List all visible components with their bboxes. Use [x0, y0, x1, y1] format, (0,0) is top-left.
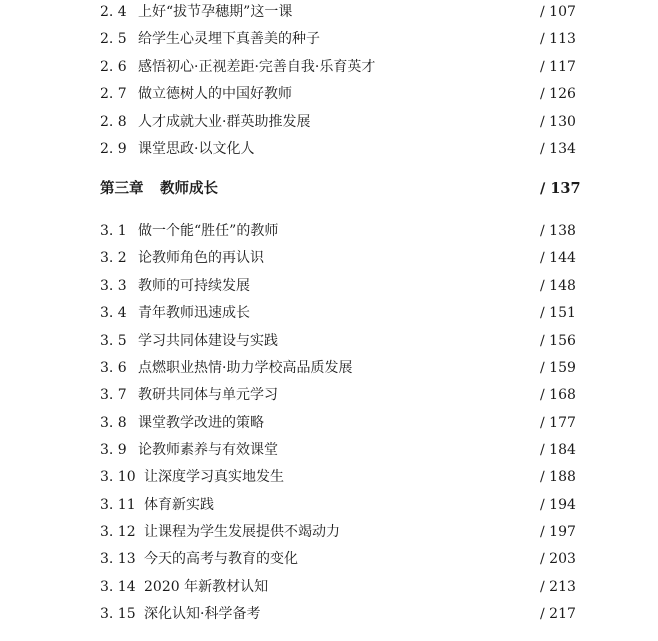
toc-entry [100, 357, 580, 379]
entry-page: ∕ 117 [540, 59, 576, 75]
toc-entry [100, 603, 580, 625]
toc-entry [100, 330, 580, 352]
entry-page: ∕ 107 [540, 4, 576, 20]
entry-number: 3. 10 [100, 469, 136, 485]
entry-page: ∕ 156 [540, 333, 576, 349]
toc-entry [100, 576, 580, 598]
entry-title: 让深度学习真实地发生 [144, 469, 284, 485]
chapter-title: 教师成长 [160, 180, 218, 197]
toc-entry [100, 521, 580, 543]
entry-title: 做一个能“胜任”的教师 [138, 223, 279, 239]
entry-title: 体育新实践 [144, 497, 214, 513]
toc-entry [100, 439, 580, 461]
toc-entry [100, 412, 580, 434]
toc-entry [100, 384, 580, 406]
entry-page: ∕ 130 [540, 114, 576, 130]
entry-number: 3. 15 [100, 606, 136, 622]
entry-number: 3. 7 [100, 387, 127, 403]
entry-title: 感悟初心·正视差距·完善自我·乐育英才 [138, 59, 376, 75]
entry-page: ∕ 188 [540, 469, 576, 485]
entry-title: 让课程为学生发展提供不竭动力 [144, 524, 340, 540]
entry-number: 3. 3 [100, 278, 127, 294]
toc-entry [100, 494, 580, 516]
entry-number: 2. 6 [100, 59, 127, 75]
entry-number: 3. 11 [100, 497, 136, 513]
entry-title: 论教师素养与有效课堂 [138, 442, 278, 458]
entry-page: ∕ 134 [540, 141, 576, 157]
entry-page: ∕ 138 [540, 223, 576, 239]
entry-number: 2. 4 [100, 4, 127, 20]
entry-page: ∕ 168 [540, 387, 576, 403]
entry-number: 3. 12 [100, 524, 136, 540]
entry-number: 3. 4 [100, 305, 127, 321]
entry-title: 做立德树人的中国好教师 [138, 86, 292, 102]
entry-number: 2. 8 [100, 114, 127, 130]
entry-title: 点燃职业热情·助力学校高品质发展 [138, 360, 353, 376]
entry-title: 青年教师迅速成长 [138, 305, 250, 321]
entry-title: 人才成就大业·群英助推发展 [138, 114, 311, 130]
entry-title: 学习共同体建设与实践 [138, 333, 278, 349]
toc-entry [100, 83, 580, 105]
toc-entry [100, 1, 580, 23]
entry-title: 2020 年新教材认知 [144, 579, 269, 595]
chapter-page: ∕ 137 [540, 180, 581, 197]
entry-page: ∕ 184 [540, 442, 576, 458]
toc-entry [100, 28, 580, 50]
entry-number: 2. 5 [100, 31, 127, 47]
entry-number: 3. 14 [100, 579, 136, 595]
entry-title: 今天的高考与教育的变化 [144, 551, 298, 567]
toc-entry [100, 220, 580, 242]
entry-number: 3. 5 [100, 333, 127, 349]
entry-page: ∕ 148 [540, 278, 576, 294]
entry-page: ∕ 197 [540, 524, 576, 540]
entry-title: 课堂思政·以文化人 [138, 141, 255, 157]
toc-entry [100, 275, 580, 297]
toc-entry [100, 56, 580, 78]
entry-title: 给学生心灵埋下真善美的种子 [138, 31, 320, 47]
entry-number: 2. 7 [100, 86, 127, 102]
entry-number: 3. 9 [100, 442, 127, 458]
entry-page: ∕ 203 [540, 551, 576, 567]
entry-title: 论教师角色的再认识 [138, 250, 264, 266]
entry-title: 课堂教学改进的策略 [138, 415, 264, 431]
entry-page: ∕ 217 [540, 606, 576, 622]
entry-page: ∕ 144 [540, 250, 576, 266]
chapter-number: 第三章 [100, 180, 144, 197]
entry-title: 教师的可持续发展 [138, 278, 250, 294]
toc-entry [100, 466, 580, 488]
toc-entry [100, 548, 580, 570]
entry-page: ∕ 159 [540, 360, 576, 376]
entry-number: 3. 8 [100, 415, 127, 431]
entry-title: 深化认知·科学备考 [144, 606, 261, 622]
entry-page: ∕ 126 [540, 86, 576, 102]
entry-number: 3. 1 [100, 223, 127, 239]
entry-title: 教研共同体与单元学习 [138, 387, 278, 403]
chapter-heading [100, 178, 580, 200]
toc-entry [100, 138, 580, 160]
toc-entry [100, 111, 580, 133]
entry-number: 3. 13 [100, 551, 136, 567]
entry-page: ∕ 177 [540, 415, 576, 431]
entry-number: 3. 2 [100, 250, 127, 266]
entry-page: ∕ 113 [540, 31, 576, 47]
entry-title: 上好“拔节孕穗期”这一课 [138, 4, 293, 20]
entry-page: ∕ 151 [540, 305, 576, 321]
entry-number: 2. 9 [100, 141, 127, 157]
toc-entry [100, 302, 580, 324]
entry-page: ∕ 213 [540, 579, 576, 595]
entry-page: ∕ 194 [540, 497, 576, 513]
toc-entry [100, 247, 580, 269]
entry-number: 3. 6 [100, 360, 127, 376]
